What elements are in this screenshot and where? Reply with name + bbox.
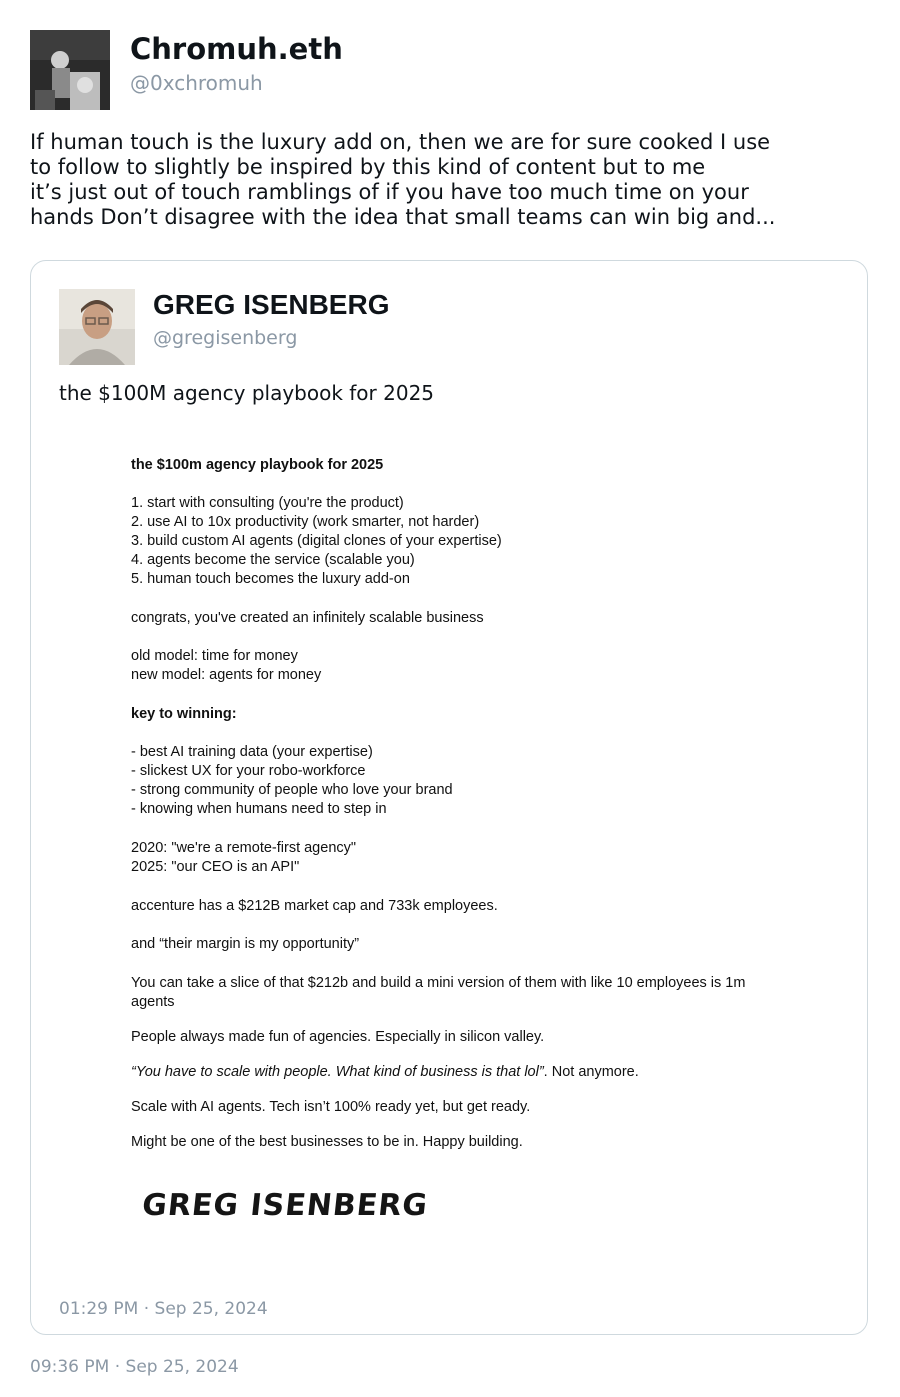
- signature-text: GREG ISENBERG: [140, 1188, 430, 1223]
- post-text-line: hands Don’t disagree with the idea that small teams can win big and...: [30, 205, 776, 229]
- doc-text: 2020: "we're a remote-first agency": [131, 840, 357, 856]
- author-handle[interactable]: @0xchromuh: [130, 71, 263, 95]
- quoted-timestamp[interactable]: 01:29 PM · Sep 25, 2024: [59, 1299, 268, 1319]
- doc-text: 2025: "our CEO is an API": [131, 859, 300, 875]
- doc-step: 3. build custom AI agents (digital clones of your expertise): [131, 533, 502, 549]
- doc-key: - slickest UX for your robo-workforce: [131, 763, 366, 779]
- doc-quote-italic: “You have to scale with people. What kind of business is that lol”: [131, 1064, 544, 1080]
- doc-text: congrats, you've created an infinitely scalable business: [131, 610, 484, 626]
- doc-title: the $100m agency playbook for 2025: [131, 457, 384, 473]
- doc-text: and “their margin is my opportunity”: [131, 936, 360, 952]
- doc-key: - best AI training data (your expertise): [131, 744, 373, 760]
- doc-key: - knowing when humans need to step in: [131, 801, 387, 817]
- author-name[interactable]: Chromuh.eth: [130, 32, 343, 66]
- doc-text: accenture has a $212B market cap and 733k employees.: [131, 898, 498, 914]
- avatar-photo-icon: [59, 289, 135, 365]
- quoted-post-card[interactable]: [30, 260, 868, 1335]
- doc-heading: key to winning:: [131, 706, 237, 722]
- doc-step: 1. start with consulting (you're the product): [131, 495, 404, 511]
- doc-text: agents: [131, 994, 175, 1010]
- doc-text: Might be one of the best businesses to be in. Happy building.: [131, 1134, 523, 1150]
- avatar-photo-icon: [30, 30, 110, 110]
- post-text-line: it’s just out of touch ramblings of if you have too much time on your: [30, 180, 749, 204]
- doc-key: - strong community of people who love your brand: [131, 782, 453, 798]
- quoted-author-avatar[interactable]: [59, 289, 135, 365]
- doc-quote-line: [131, 1064, 639, 1080]
- doc-step: 4. agents become the service (scalable you): [131, 552, 415, 568]
- doc-quote-rest: . Not anymore.: [543, 1064, 639, 1080]
- doc-text: new model: agents for money: [131, 667, 322, 683]
- post-text-line: to follow to slightly be inspired by this kind of content but to me: [30, 155, 706, 179]
- quoted-post-text: the $100M agency playbook for 2025: [59, 381, 435, 405]
- signature-image: [140, 1179, 430, 1225]
- post-text-line: If human touch is the luxury add on, then we are for sure cooked I use: [30, 130, 771, 154]
- doc-text: People always made fun of agencies. Especially in silicon valley.: [131, 1029, 545, 1045]
- post-timestamp[interactable]: 09:36 PM · Sep 25, 2024: [30, 1357, 239, 1377]
- quoted-author-name[interactable]: GREG ISENBERG: [153, 289, 390, 320]
- doc-text: Scale with AI agents. Tech isn’t 100% ready yet, but get ready.: [131, 1099, 531, 1115]
- post-text: [30, 130, 776, 230]
- doc-text: You can take a slice of that $212b and build a mini version of them with like 10 employees is 1m: [131, 975, 746, 991]
- doc-step: 2. use AI to 10x productivity (work smarter, not harder): [131, 514, 480, 530]
- doc-text: old model: time for money: [131, 648, 298, 664]
- author-avatar[interactable]: [30, 30, 110, 110]
- doc-step: 5. human touch becomes the luxury add-on: [131, 571, 410, 587]
- quoted-author-handle[interactable]: @gregisenberg: [153, 327, 298, 349]
